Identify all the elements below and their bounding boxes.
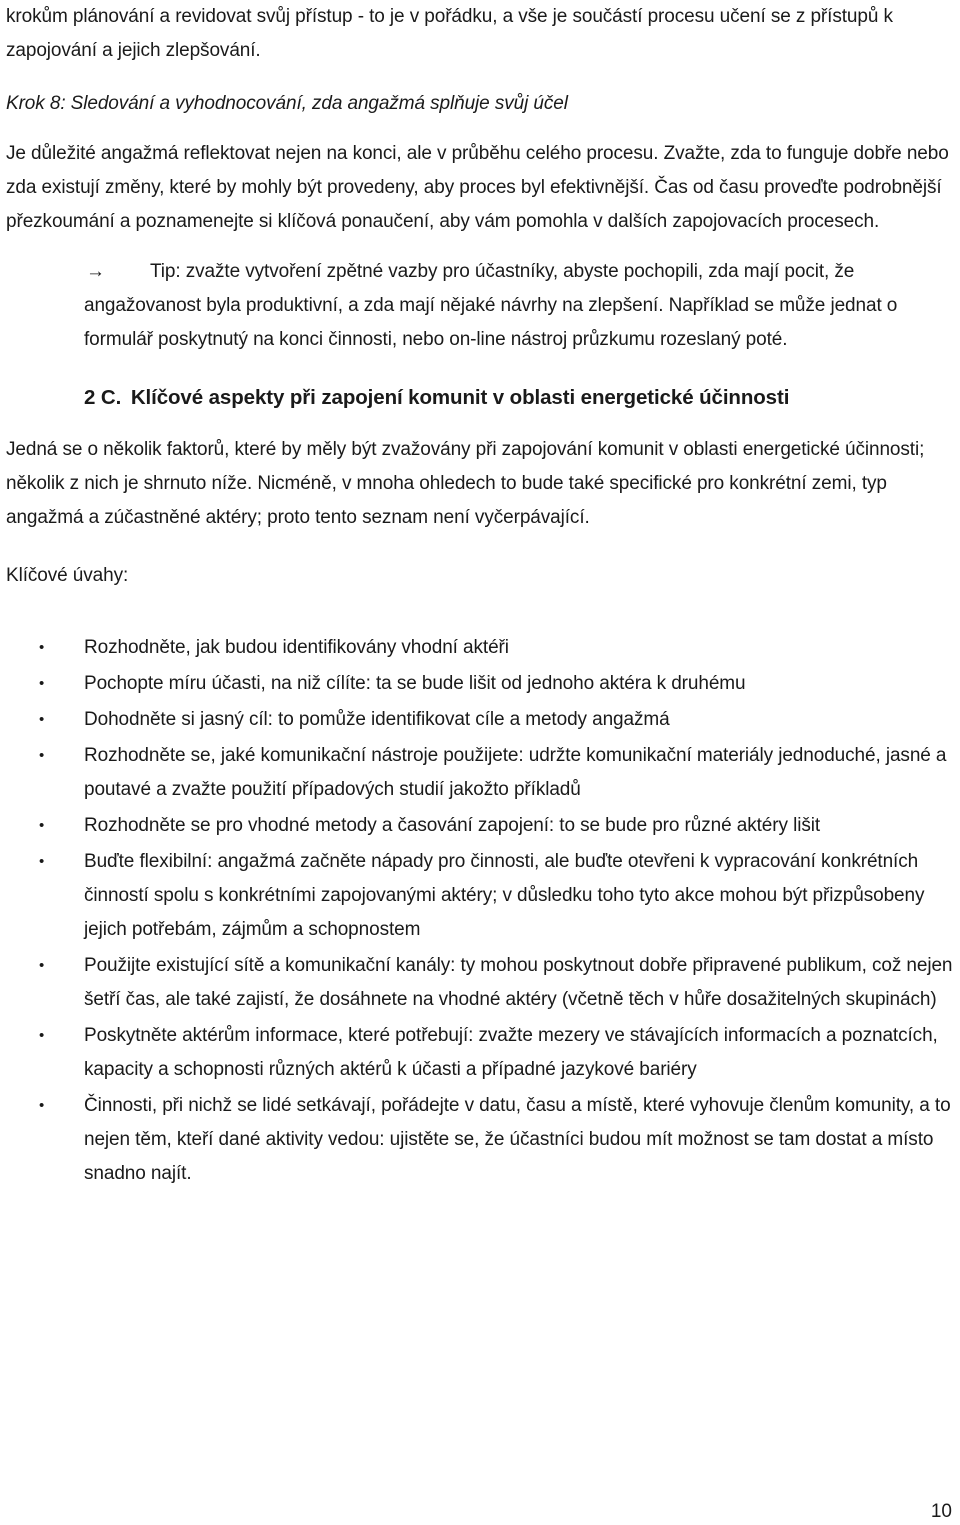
document-page [6, 0, 954, 1193]
list-item-text: Použijte existující sítě a komunikační kanály: ty mohou poskytnout dobře připravené publikum, což nejen šetří čas, ale také zajistí, že dosáhnete na vhodné aktéry (včetně těch v hůře dosažitelných skupinách) [84, 955, 953, 1010]
list-item [6, 739, 954, 807]
page-number: 10 [930, 1501, 952, 1522]
list-item-text: Rozhodněte se, jaké komunikační nástroje použijete: udržte komunikační materiály jednoduché, jasné a poutavé a zvažte použití případových studií jakožto příkladů [84, 745, 947, 800]
list-item [6, 809, 954, 843]
step-8-paragraph: Je důležité angažmá reflektovat nejen na konci, ale v průběhu celého procesu. Zvažte, zda to funguje dobře nebo zda existují změny, které by mohly být provedeny, aby proces byl efektivnější. Čas od času proveďte podrobnější přezkoumání a poznamenejte si klíčová ponaučení, aby vám pomohla v dalších zapojovacích procesech. [6, 143, 949, 232]
arrow-right-icon: → [86, 261, 105, 282]
bullet-icon: • [39, 675, 45, 692]
tip-paragraph [84, 255, 954, 357]
bullet-icon: • [39, 711, 45, 728]
list-item [6, 949, 954, 1017]
bullet-icon: • [39, 853, 45, 870]
list-item-text: Buďte flexibilní: angažmá začněte nápady pro činnosti, ale buďte otevřeni k vypracování konkrétních činností spolu s konkrétními zapojovanými aktéry; v důsledku toho tyto akce mohou být přizpůsobeny jejich potřebám, zájmům a schopnostem [84, 851, 925, 940]
tip-block [6, 255, 954, 357]
list-item [6, 845, 954, 947]
list-item [6, 1019, 954, 1087]
section-paragraph: Jedná se o několik faktorů, které by měly být zvažovány při zapojování komunit v oblasti energetické účinnosti; několik z nich je shrnuto níže. Nicméně, v mnoha ohledech to bude také specifické pro konkrétní zemi, typ angažmá a zúčastněné aktéry; proto tento seznam není vyčerpávající. [6, 439, 925, 528]
bullet-icon: • [39, 639, 45, 656]
bullet-icon: • [39, 747, 45, 764]
tip-text: Tip: zvažte vytvoření zpětné vazby pro účastníky, abyste pochopili, zda mají pocit, že angažovanost byla produktivní, a zda mají nějaké návrhy na zlepšení. Například se může jednat o formulář poskytnutý na konci činnosti, nebo on-line nástroj průzkumu rozeslaný poté. [84, 261, 898, 350]
list-item-text: Dohodněte si jasný cíl: to pomůže identifikovat cíle a metody angažmá [84, 709, 670, 730]
bullet-icon: • [39, 817, 45, 834]
list-item-text: Poskytněte aktérům informace, které potřebují: zvažte mezery ve stávajících informacích a poznatcích, kapacity a schopnosti různých aktérů k účasti a případné jazykové bariéry [84, 1025, 938, 1080]
list-item [6, 703, 954, 737]
list-item-text: Rozhodněte se pro vhodné metody a časování zapojení: to se bude pro různé aktéry lišit [84, 815, 821, 836]
section-title: Klíčové aspekty při zapojení komunit v oblasti energetické účinnosti [130, 386, 790, 409]
key-considerations-list [6, 631, 954, 1191]
section-number: 2 C. [84, 386, 122, 409]
list-item-text: Pochopte míru účasti, na niž cílíte: ta se bude lišit od jednoho aktéra k druhému [84, 673, 746, 694]
bullet-icon: • [39, 1097, 45, 1114]
list-item-text: Činnosti, při nichž se lidé setkávají, pořádejte v datu, času a místě, které vyhovuje členům komunity, a to nejen těm, kteří dané aktivity vedou: ujistěte se, že účastníci budou mít možnost se tam dostat a místo snadno najít. [84, 1095, 951, 1184]
intro-paragraph-tail: krokům plánování a revidovat svůj přístup - to je v pořádku, a vše je součástí procesu učení se z přístupů k zapojování a jejich zlepšování. [6, 6, 893, 61]
section-heading [6, 381, 954, 415]
key-considerations-label: Klíčové úvahy: [6, 565, 129, 586]
step-8-heading: Krok 8: Sledování a vyhodnocování, zda angažmá splňuje svůj účel [6, 93, 568, 114]
bullet-icon: • [39, 957, 45, 974]
bullet-icon: • [39, 1027, 45, 1044]
list-item [6, 1089, 954, 1191]
list-item [6, 667, 954, 701]
list-item-text: Rozhodněte, jak budou identifikovány vhodní aktéři [84, 637, 509, 658]
list-item [6, 631, 954, 665]
